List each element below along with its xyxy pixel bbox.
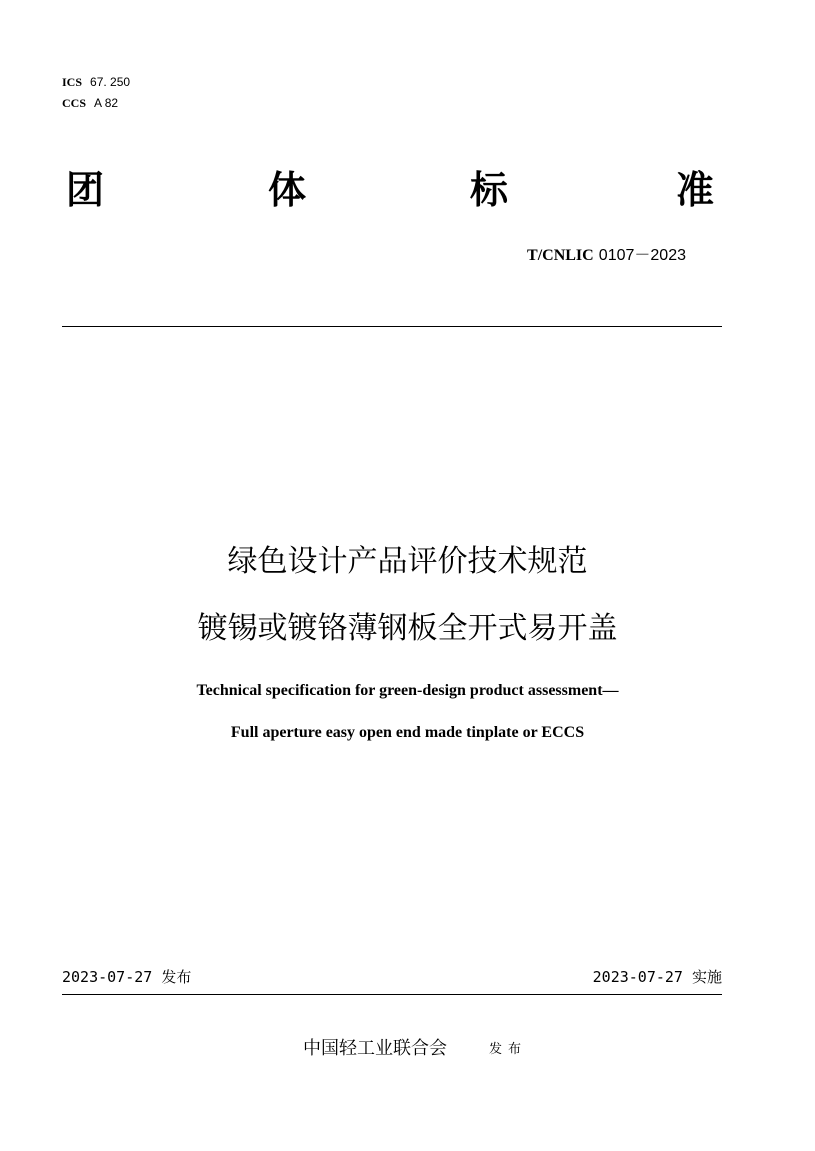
ics-label: ICS [62,75,83,89]
top-divider [62,326,722,327]
standard-number [527,242,686,265]
ccs-label: CCS [62,96,87,110]
bottom-divider [62,994,722,995]
ccs-line [62,96,118,111]
standard-type-char-4: 准 [676,168,715,212]
publisher-name: 中国轻工业联合会 [303,1038,447,1059]
implementation-date: 2023-07-27 实施 [592,968,722,986]
ics-code: 67. 250 [90,75,131,89]
title-cn-line-2: 镀锡或镀铬薄钢板全开式易开盖 [197,611,618,646]
title-en-line-1: Technical specification for green-design product assessment— [196,682,619,699]
title-cn-line-1: 绿色设计产品评价技术规范 [227,544,588,579]
title-en-line-2: Full aperture easy open end made tinplate or ECCS [230,724,585,741]
ics-line [62,75,130,90]
publisher-line [303,1034,527,1060]
issue-date: 2023-07-27 发布 [62,968,192,986]
standard-number-value: 0107－2023 [598,247,686,264]
standard-type-char-2: 体 [268,168,307,212]
standard-type-char-1: 团 [66,168,105,212]
ccs-code: A 82 [94,96,119,110]
publish-action: 发布 [489,1042,528,1057]
standard-type-char-3: 标 [470,168,509,212]
standard-number-prefix: T/CNLIC [527,247,594,264]
